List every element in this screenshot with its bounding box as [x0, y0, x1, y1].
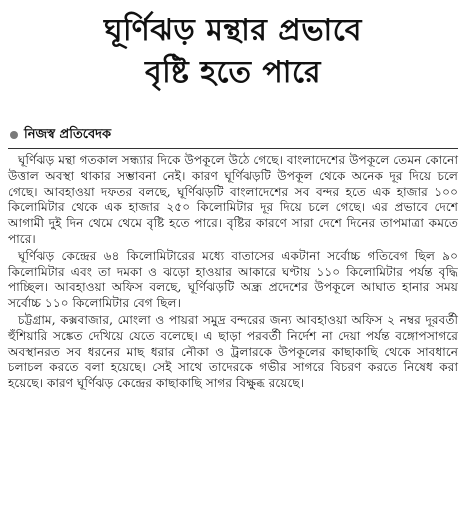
headline [8, 0, 458, 94]
bullet-icon [10, 131, 18, 139]
paragraph: ঘূর্ণিঝড় কেন্দ্রের ৬৪ কিলোমিটারের মধ্যে বাতাসের একটানা সর্বোচ্চ গতিবেগ ছিল ৯০ কিলোমিটার এবং তা দমকা ও ঝড়ো হাওয়ার আকারে ঘণ্টায় ১১০ কিলোমিটার পর্যন্ত বৃদ্ধি পাচ্ছিল। আবহাওয়া অফিস বলছে, ঘূর্ণিঝড়টি অন্ধ্র প্রদেশের উপকূলে আঘাত হানার সময় সর্বোচ্চ ১১০ কিলোমিটার বেগ ছিল। [8, 248, 458, 311]
divider [8, 148, 458, 149]
byline: নিজস্ব প্রতিবেদক [24, 126, 112, 142]
article-body [8, 153, 458, 392]
headline-line-1: ঘূর্ণিঝড় মন্থার প্রভাবে [103, 13, 363, 48]
byline-row [8, 124, 458, 146]
paragraph: চট্টগ্রাম, কক্সবাজার, মোংলা ও পায়রা সমুদ্র বন্দরের জন্য আবহাওয়া অফিস ২ নম্বর দূরবর্তী হুঁশিয়ারি সঙ্কেত দেখিয়ে যেতে বলেছে। এ ছাড়া পরবর্তী নির্দেশ না দেয়া পর্যন্ত বঙ্গোপসাগরে অবস্থানরত সব ধরনের মাছ ধরার নৌকা ও ট্রলারকে উপকূলের কাছাকাছি থেকে সাবধানে চলাচল করতে বলা হয়েছে। সেই সাথে তাদেরকে গভীর সাগরে বিচরণ করতে নিষেধ করা হয়েছে। কারণ ঘূর্ণিঝড় কেন্দ্রের কাছাকাছি সাগর বিক্ষুব্ধ রয়েছে। [8, 312, 458, 391]
paragraph: ঘূর্ণিঝড় মন্থা গতকাল সন্ধ্যার দিকে উপকূলে উঠে গেছে। বাংলাদেশের উপকূলে তেমন কোনো উত্তাল অবস্থা থাকার সম্ভাবনা নেই। কারণ ঘূর্ণিঝড়টি উপকূল থেকে অনেক দূর দিয়ে চলে গেছে। আবহাওয়া দফতর বলছে, ঘূর্ণিঝড়টি বাংলাদেশের সব বন্দর হতে এক হাজার ১০০ কিলোমিটার থেকে এক হাজার ২৫০ কিলোমিটার দূর দিয়ে চলে গেছে। এর প্রভাবে দেশে আগামী দুই দিন থেমে থেমে বৃষ্টি হতে পারে। বৃষ্টির কারণে সারা দেশে দিনের তাপমাত্রা কমতে পারে। [8, 153, 458, 246]
headline-line-2: বৃষ্টি হতে পারে [144, 55, 322, 90]
